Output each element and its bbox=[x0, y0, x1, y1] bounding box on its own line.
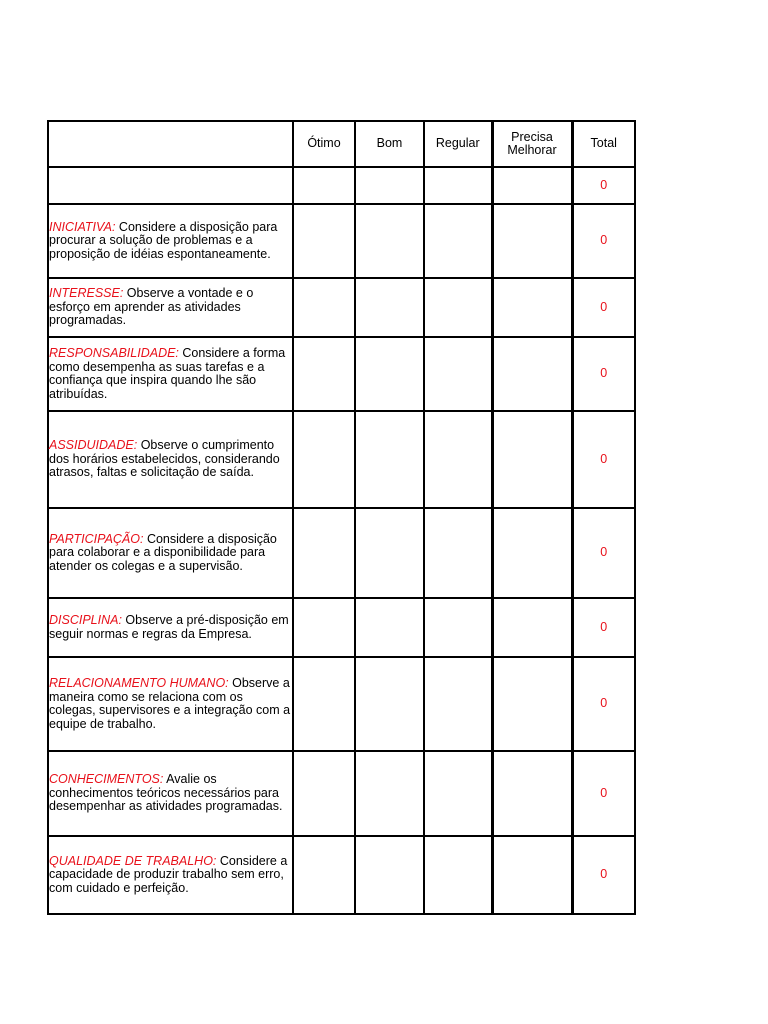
criterion-description bbox=[48, 598, 293, 657]
grade-cell-otimo[interactable] bbox=[293, 167, 355, 204]
grade-cell-bom[interactable] bbox=[355, 836, 424, 914]
criterion-description bbox=[48, 204, 293, 278]
header-row bbox=[48, 121, 635, 167]
criterion-description bbox=[48, 657, 293, 751]
grade-cell-otimo[interactable] bbox=[293, 411, 355, 508]
criterion-description bbox=[48, 337, 293, 411]
criterion-label: ASSIDUIDADE: bbox=[49, 438, 138, 453]
grade-cell-precisa[interactable] bbox=[492, 337, 572, 411]
criterion-label: QUALIDADE DE TRABALHO: bbox=[49, 853, 217, 868]
header-total: Total bbox=[572, 121, 635, 167]
grade-cell-otimo[interactable] bbox=[293, 337, 355, 411]
grade-cell-precisa[interactable] bbox=[492, 657, 572, 751]
header-corner-cell bbox=[48, 121, 293, 167]
grade-cell-otimo[interactable] bbox=[293, 204, 355, 278]
grade-cell-bom[interactable] bbox=[355, 204, 424, 278]
grade-cell-regular[interactable] bbox=[424, 751, 492, 836]
criterion-text: Considere a disposição para colaborar e a disponibilidade para atender os colegas e a supervisão. bbox=[49, 531, 277, 573]
grade-cell-precisa[interactable] bbox=[492, 598, 572, 657]
header-total-value: 0 bbox=[572, 167, 635, 204]
grade-cell-bom[interactable] bbox=[355, 337, 424, 411]
grade-cell-bom[interactable] bbox=[355, 278, 424, 337]
grade-cell-precisa[interactable] bbox=[492, 508, 572, 598]
grade-cell-bom[interactable] bbox=[355, 657, 424, 751]
grade-cell-bom[interactable] bbox=[355, 508, 424, 598]
grade-cell-bom[interactable] bbox=[355, 167, 424, 204]
header-precisa-line2: Melhorar bbox=[507, 143, 557, 157]
criterion-row bbox=[48, 598, 635, 657]
grade-cell-precisa[interactable] bbox=[492, 204, 572, 278]
criterion-total: 0 bbox=[572, 204, 635, 278]
grade-cell-otimo[interactable] bbox=[293, 278, 355, 337]
header-regular: Regular bbox=[424, 121, 492, 167]
grade-cell-regular[interactable] bbox=[424, 411, 492, 508]
grade-cell-otimo[interactable] bbox=[293, 598, 355, 657]
grade-cell-precisa[interactable] bbox=[492, 411, 572, 508]
header-otimo: Ótimo bbox=[293, 121, 355, 167]
criterion-description bbox=[48, 411, 293, 508]
criterion-row bbox=[48, 204, 635, 278]
grade-cell-regular[interactable] bbox=[424, 836, 492, 914]
grade-cell-regular[interactable] bbox=[424, 508, 492, 598]
criterion-description bbox=[48, 278, 293, 337]
criterion-total: 0 bbox=[572, 508, 635, 598]
subheader-row bbox=[48, 167, 635, 204]
grade-cell-precisa[interactable] bbox=[492, 167, 572, 204]
grade-cell-regular[interactable] bbox=[424, 204, 492, 278]
criterion-total: 0 bbox=[572, 337, 635, 411]
criterion-label: RESPONSABILIDADE: bbox=[49, 346, 179, 360]
criterion-text: Observe a pré-disposição em seguir normas e regras da Empresa. bbox=[49, 613, 289, 641]
criterion-text: Avalie os conhecimentos teóricos necessários para desempenhar as atividades programadas. bbox=[49, 772, 283, 814]
criterion-text: Considere a forma como desempenha as suas tarefas e a confiança que inspira quando lhe são atribuídas. bbox=[49, 346, 286, 401]
criterion-total: 0 bbox=[572, 657, 635, 751]
subheader-corner-cell bbox=[48, 167, 293, 204]
criterion-description bbox=[48, 508, 293, 598]
header-precisa-line1: Precisa bbox=[511, 129, 553, 144]
criterion-text: Considere a disposição para procurar a solução de problemas e a proposição de idéias espontaneamente. bbox=[49, 219, 278, 261]
grade-cell-otimo[interactable] bbox=[293, 751, 355, 836]
criterion-text: Observe a vontade e o esforço em aprender as atividades programadas. bbox=[49, 286, 254, 328]
criterion-total: 0 bbox=[572, 751, 635, 836]
grade-cell-precisa[interactable] bbox=[492, 278, 572, 337]
criterion-label: DISCIPLINA: bbox=[49, 613, 122, 627]
criterion-label: INTERESSE: bbox=[49, 286, 124, 301]
grade-cell-regular[interactable] bbox=[424, 167, 492, 204]
criterion-description bbox=[48, 751, 293, 836]
grade-cell-precisa[interactable] bbox=[492, 751, 572, 836]
criterion-row bbox=[48, 751, 635, 836]
grade-cell-otimo[interactable] bbox=[293, 836, 355, 914]
criterion-row bbox=[48, 836, 635, 914]
criterion-label: PARTICIPAÇÃO: bbox=[49, 531, 144, 546]
grade-cell-otimo[interactable] bbox=[293, 508, 355, 598]
criterion-row bbox=[48, 337, 635, 411]
criterion-total: 0 bbox=[572, 278, 635, 337]
criterion-total: 0 bbox=[572, 411, 635, 508]
criterion-row bbox=[48, 508, 635, 598]
criterion-label: RELACIONAMENTO HUMANO: bbox=[49, 676, 229, 690]
criterion-description bbox=[48, 836, 293, 914]
grade-cell-regular[interactable] bbox=[424, 278, 492, 337]
grade-cell-bom[interactable] bbox=[355, 598, 424, 657]
criterion-row bbox=[48, 278, 635, 337]
criterion-total: 0 bbox=[572, 836, 635, 914]
criterion-text: Observe o cumprimento dos horários estabelecidos, considerando atrasos, faltas e solicitação de saída. bbox=[49, 438, 280, 480]
grade-cell-precisa[interactable] bbox=[492, 836, 572, 914]
grade-cell-bom[interactable] bbox=[355, 411, 424, 508]
header-bom: Bom bbox=[355, 121, 424, 167]
grade-cell-bom[interactable] bbox=[355, 751, 424, 836]
evaluation-table bbox=[47, 120, 636, 915]
criterion-text: Considere a capacidade de produzir trabalho sem erro, com cuidado e perfeição. bbox=[49, 853, 288, 895]
grade-cell-regular[interactable] bbox=[424, 337, 492, 411]
criterion-label: INICIATIVA: bbox=[49, 219, 116, 234]
criterion-text: Observe a maneira como se relaciona com os colegas, supervisores e a integração com a equipe de trabalho. bbox=[49, 676, 291, 731]
header-precisa-melhorar bbox=[492, 121, 572, 167]
grade-cell-regular[interactable] bbox=[424, 657, 492, 751]
grade-cell-otimo[interactable] bbox=[293, 657, 355, 751]
criterion-row bbox=[48, 411, 635, 508]
criterion-row bbox=[48, 657, 635, 751]
grade-cell-regular[interactable] bbox=[424, 598, 492, 657]
criterion-label: CONHECIMENTOS: bbox=[49, 772, 164, 787]
criterion-total: 0 bbox=[572, 598, 635, 657]
